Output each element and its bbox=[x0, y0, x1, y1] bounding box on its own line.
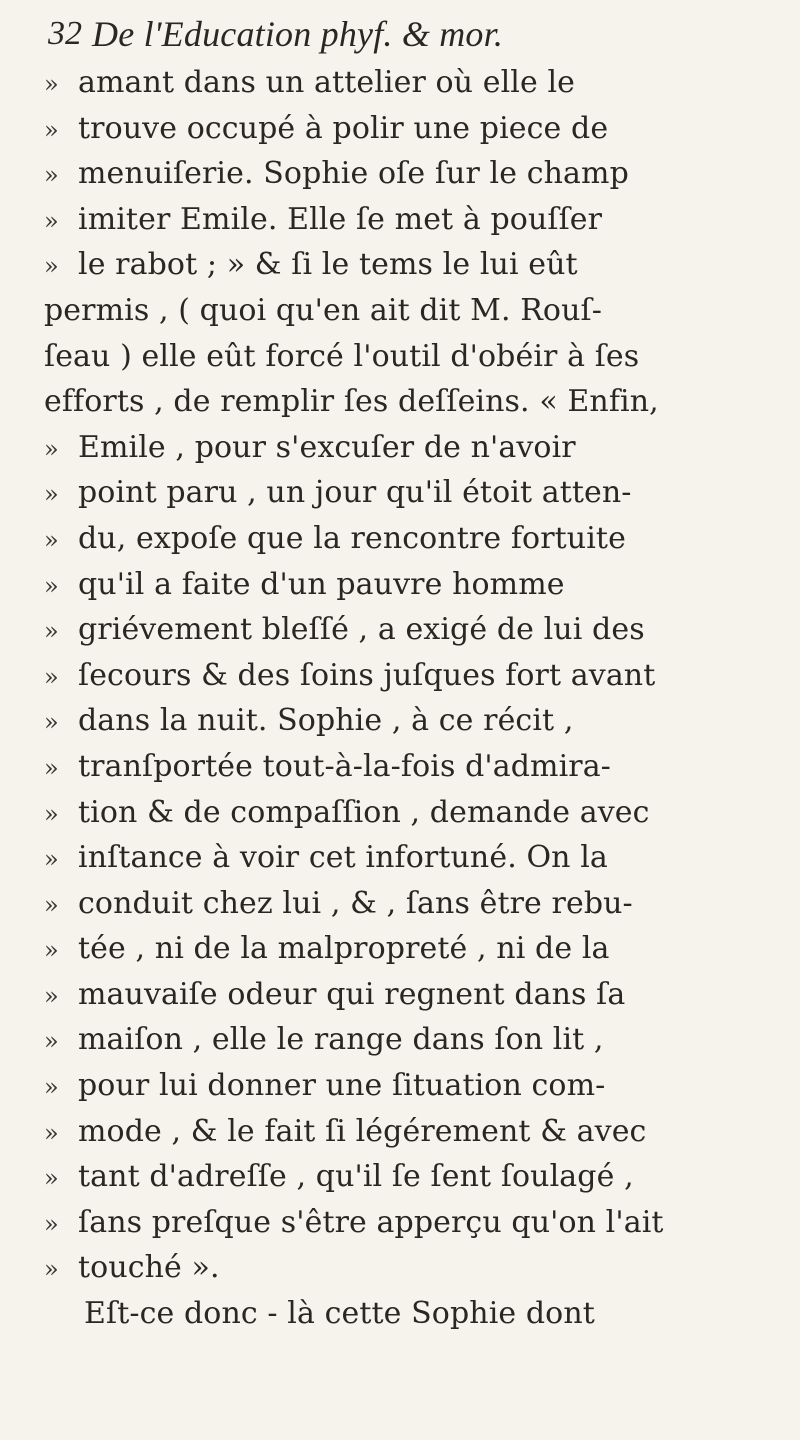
line-text: ſeau ) elle eût forcé l'outil d'obéir à ſes bbox=[44, 338, 640, 374]
line-text: du, expoſe que la rencontre fortuite bbox=[78, 520, 626, 556]
text-line bbox=[44, 1109, 784, 1155]
text-line bbox=[44, 151, 784, 197]
quote-mark: » bbox=[44, 799, 59, 828]
quote-mark: » bbox=[44, 115, 59, 144]
line-text: amant dans un attelier où elle le bbox=[78, 65, 576, 100]
text-line bbox=[44, 60, 784, 106]
quote-mark: » bbox=[44, 161, 59, 190]
quote-mark: » bbox=[44, 845, 59, 874]
line-text: mode , & le fait ſi légérement & avec bbox=[78, 1113, 647, 1149]
quote-mark: » bbox=[44, 1209, 59, 1238]
text-line bbox=[44, 334, 784, 380]
text-line bbox=[44, 972, 784, 1018]
quote-mark: » bbox=[44, 617, 59, 646]
text-line bbox=[44, 562, 784, 608]
page-number: 32 bbox=[48, 15, 82, 52]
line-text: touché ». bbox=[78, 1250, 220, 1286]
text-line bbox=[44, 1017, 784, 1063]
quote-mark: » bbox=[44, 890, 59, 919]
text-line bbox=[44, 470, 784, 516]
line-text: dans la nuit. Sophie , à ce récit , bbox=[78, 703, 574, 739]
quote-mark: » bbox=[44, 252, 59, 281]
text-line bbox=[44, 288, 784, 334]
text-line bbox=[44, 242, 784, 288]
text-line bbox=[44, 926, 784, 972]
text-line bbox=[44, 1291, 784, 1337]
line-text: mauvaiſe odeur qui regnent dans ſa bbox=[78, 976, 626, 1012]
quote-mark: » bbox=[44, 936, 59, 965]
line-text: Eſt-ce donc - là cette Sophie dont bbox=[84, 1296, 595, 1332]
text-line bbox=[44, 653, 784, 699]
text-line bbox=[44, 881, 784, 927]
text-line bbox=[44, 790, 784, 836]
line-text: tranſportée tout-à-la-fois d'admira- bbox=[78, 748, 611, 784]
line-text: qu'il a faite d'un pauvre homme bbox=[78, 566, 565, 602]
quote-mark: » bbox=[44, 1073, 59, 1102]
text-line bbox=[44, 835, 784, 881]
line-text: permis , ( quoi qu'en ait dit M. Rouſ- bbox=[44, 292, 602, 328]
text-line bbox=[44, 516, 784, 562]
page-header bbox=[48, 12, 768, 56]
quote-mark: » bbox=[44, 1118, 59, 1147]
quote-mark: » bbox=[44, 753, 59, 782]
line-text: ſans preſque s'être apperçu qu'on l'ait bbox=[78, 1204, 664, 1240]
quote-mark: » bbox=[44, 981, 59, 1010]
line-text: point paru , un jour qu'il étoit atten- bbox=[78, 475, 632, 511]
line-text: Emile , pour s'excuſer de n'avoir bbox=[78, 429, 576, 465]
running-title: De l'Education phyf. & mor. bbox=[92, 14, 504, 54]
text-line bbox=[44, 1063, 784, 1109]
text-line bbox=[44, 379, 784, 425]
text-line bbox=[44, 607, 784, 653]
line-text: conduit chez lui , & , ſans être rebu- bbox=[78, 885, 633, 921]
text-line bbox=[44, 425, 784, 471]
line-text: maiſon , elle le range dans ſon lit , bbox=[78, 1022, 604, 1058]
quote-mark: » bbox=[44, 662, 59, 691]
line-text: menuiſerie. Sophie oſe ſur le champ bbox=[78, 156, 629, 192]
quote-mark: » bbox=[44, 1027, 59, 1056]
line-text: griévement bleſſé , a exigé de lui des bbox=[78, 612, 645, 648]
quote-mark: » bbox=[44, 1164, 59, 1193]
line-text: efforts , de remplir ſes deſſeins. « Enfin, bbox=[44, 384, 659, 420]
quote-mark: » bbox=[44, 1255, 59, 1284]
text-line bbox=[44, 1154, 784, 1200]
quote-mark: » bbox=[44, 434, 59, 463]
line-text: inſtance à voir cet infortuné. On la bbox=[78, 840, 608, 876]
text-line bbox=[44, 106, 784, 152]
text-line bbox=[44, 197, 784, 243]
line-text: ſecours & des ſoins juſques fort avant bbox=[78, 657, 656, 693]
line-text: tant d'adreſſe , qu'il ſe ſent ſoulagé , bbox=[78, 1159, 634, 1195]
quote-mark: » bbox=[44, 708, 59, 737]
quote-mark: » bbox=[44, 480, 59, 509]
text-line bbox=[44, 744, 784, 790]
line-text: imiter Emile. Elle ſe met à pouſſer bbox=[78, 201, 603, 237]
body-text bbox=[44, 60, 784, 1337]
text-line bbox=[44, 698, 784, 744]
text-line bbox=[44, 1200, 784, 1246]
line-text: le rabot ; » & ſi le tems le lui eût bbox=[78, 247, 578, 283]
quote-mark: » bbox=[44, 70, 59, 98]
line-text: pour lui donner une ſituation com- bbox=[78, 1068, 606, 1104]
line-text: trouve occupé à polir une piece de bbox=[78, 110, 609, 146]
quote-mark: » bbox=[44, 525, 59, 554]
line-text: tée , ni de la malpropreté , ni de la bbox=[78, 931, 610, 967]
quote-mark: » bbox=[44, 571, 59, 600]
text-line bbox=[44, 1245, 784, 1291]
line-text: tion & de compaſſion , demande avec bbox=[78, 794, 650, 830]
quote-mark: » bbox=[44, 206, 59, 235]
